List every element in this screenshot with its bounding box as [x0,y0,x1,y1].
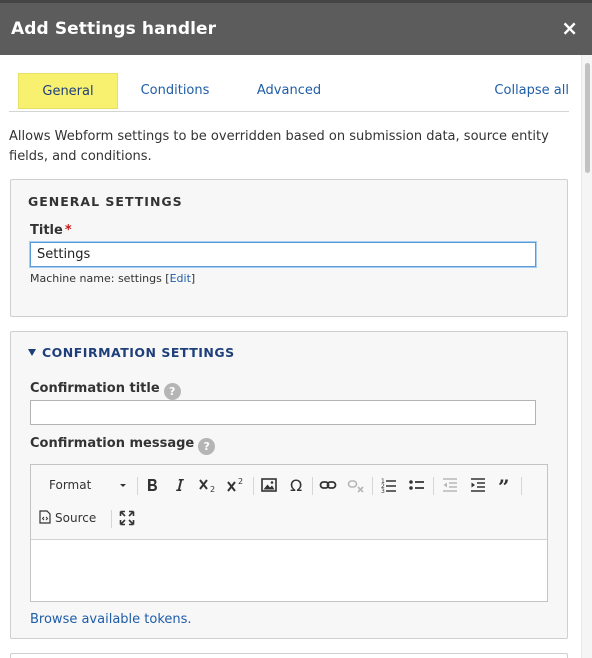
toolbar-separator [312,477,313,495]
toolbar-separator [253,477,254,495]
confirmation-settings-fieldset [10,331,568,639]
confirmation-message-label [30,436,215,455]
required-marker: * [64,223,72,238]
editor-toolbar [31,465,547,540]
confirmation-title-input[interactable] [30,400,536,425]
tab-conditions[interactable]: Conditions [140,83,210,98]
svg-text:3: 3 [381,488,385,495]
bold-icon[interactable] [142,475,162,502]
source-button[interactable] [39,508,109,528]
source-icon [39,510,51,524]
unlink-icon [346,475,366,502]
tab-advanced[interactable]: Advanced [256,83,322,98]
caret-down-icon [28,349,36,356]
vertical-tabs [9,70,569,112]
dialog-content [0,55,580,658]
svg-text:1: 1 [381,478,385,485]
dialog-titlebar [0,0,592,55]
general-settings-legend: GENERAL SETTINGS [28,194,183,209]
confirmation-title-label [30,381,181,400]
toolbar-separator [372,477,373,495]
machine-name-edit-link[interactable]: Edit [169,272,191,285]
scrollbar[interactable] [581,55,592,658]
svg-text:Ω: Ω [290,476,303,495]
blockquote-icon[interactable] [496,475,516,502]
toolbar-separator [433,477,434,495]
image-icon[interactable] [259,475,279,502]
outdent-icon [440,475,460,502]
rich-text-editor [30,464,548,602]
machine-name-text: Machine name: settings [ [30,272,170,285]
italic-icon[interactable] [170,475,190,502]
scrollbar-thumb[interactable] [585,63,590,173]
subscript-icon[interactable] [197,475,219,502]
toolbar-separator [521,477,522,495]
superscript-icon[interactable] [225,475,247,502]
svg-text:2: 2 [381,483,385,490]
maximize-icon[interactable] [117,508,137,535]
bulleted-list-icon[interactable] [407,475,427,502]
title-label-text: Title [30,223,63,238]
svg-text:”: ” [498,475,510,495]
next-fieldset [10,653,568,658]
svg-text:2: 2 [210,485,216,494]
collapse-all-link[interactable]: Collapse all [494,83,569,98]
general-settings-fieldset [10,179,568,317]
confirmation-settings-toggle[interactable]: CONFIRMATION SETTINGS [42,345,235,360]
svg-text:2: 2 [238,477,244,486]
confirmation-message-label-text: Confirmation message [30,436,195,451]
tab-general[interactable]: General [18,73,118,109]
link-icon[interactable] [318,475,338,502]
numbered-list-icon[interactable] [379,475,399,502]
dialog-title: Add Settings handler [11,19,217,39]
indent-icon[interactable] [468,475,488,502]
handler-description: Allows Webform settings to be overridden based on submission data, source entity fields, and conditions. [9,129,549,164]
title-label [30,223,72,238]
confirmation-title-label-text: Confirmation title [30,381,160,396]
format-label: Format [49,478,92,492]
help-icon[interactable]: ? [198,438,215,455]
confirmation-settings-legend[interactable] [28,345,235,360]
help-icon[interactable]: ? [164,383,181,400]
special-character-icon[interactable] [287,475,307,502]
close-icon[interactable]: × [561,16,578,40]
machine-name [30,272,195,285]
source-label: Source [55,511,97,525]
toolbar-separator [137,477,138,495]
dropdown-arrow-icon [117,475,129,502]
toolbar-separator [111,510,112,528]
browse-tokens-link[interactable]: Browse available tokens. [30,612,192,627]
editor-content-area[interactable] [31,541,547,601]
machine-name-close: ] [190,272,196,285]
title-input[interactable] [30,242,536,267]
